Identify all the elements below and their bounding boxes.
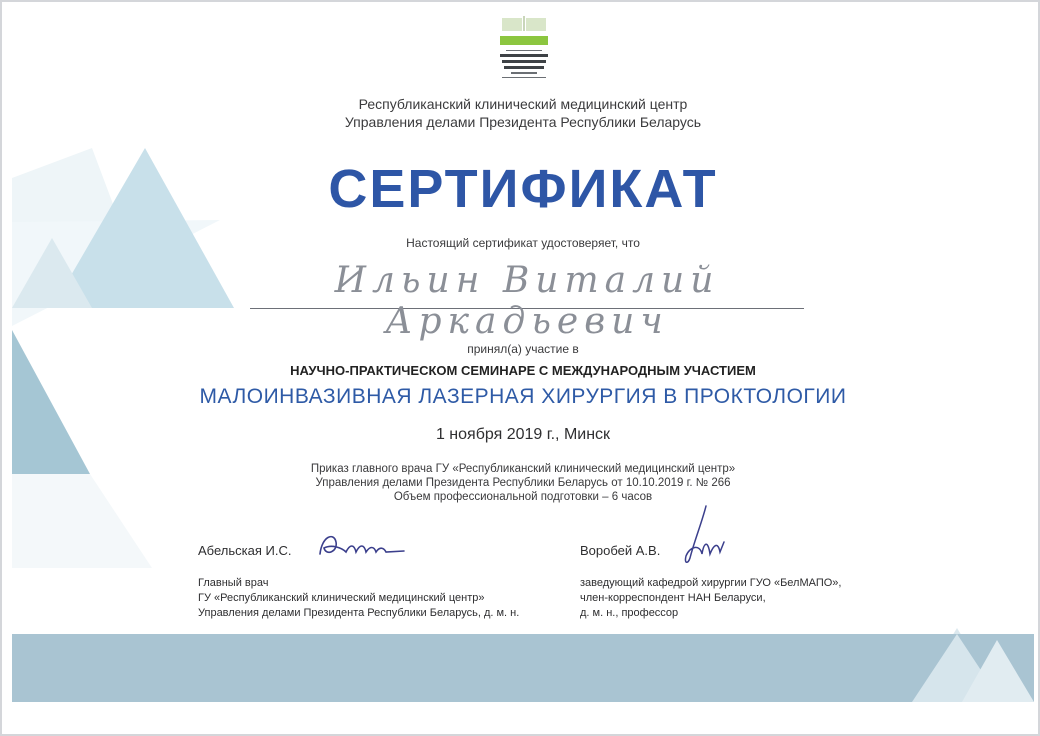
org-logo — [498, 12, 550, 88]
logo-green-bar — [500, 36, 548, 45]
order-line-2: Управления делами Президента Республики Беларусь от 10.10.2019 г. № 266 — [315, 477, 731, 489]
logo-text-lines — [500, 50, 548, 88]
bottom-band — [12, 634, 1034, 702]
organization-line-1: Республиканский клинический медицинский центр — [358, 96, 688, 112]
event-topic: МАЛОИНВАЗИВНАЯ ЛАЗЕРНАЯ ХИРУРГИЯ В ПРОКТОЛОГИИ — [199, 385, 847, 408]
signatory-left-position-3: Управления делами Президента Республики Беларусь, д. м. н. — [198, 607, 520, 619]
signatory-right-position-1: заведующий кафедрой хирургии ГУО «БелМАПО», — [580, 577, 842, 589]
certificate-title: СЕРТИФИКАТ — [328, 159, 718, 219]
event-date: 1 ноября 2019 г., Минск — [435, 426, 611, 443]
event-type: НАУЧНО-ПРАКТИЧЕСКОМ СЕМИНАРЕ С МЕЖДУНАРОДНЫМ УЧАСТИЕМ — [290, 363, 756, 378]
organization-line-2: Управления делами Президента Республики Беларусь — [344, 114, 702, 130]
recipient-name: Ильин Виталий Аркадьевич — [250, 260, 804, 309]
participated-text: принял(а) участие в — [467, 342, 579, 356]
signatory-left-position-1: Главный врач — [198, 577, 269, 589]
signatory-left-position-2: ГУ «Республиканский клинический медицинский центр» — [198, 592, 485, 604]
books-icon — [500, 14, 548, 32]
certifies-text: Настоящий сертификат удостоверяет, что — [406, 236, 640, 250]
signatory-right-position-2: член-корреспондент НАН Беларуси, — [580, 592, 766, 604]
signature-right-image — [680, 502, 740, 568]
signatory-left-name: Абельская И.С. — [198, 543, 292, 558]
certificate-sheet — [12, 8, 1034, 702]
order-line-1: Приказ главного врача ГУ «Республиканский клинический медицинский центр» — [310, 463, 736, 475]
order-line-3: Объем профессиональной подготовки – 6 часов — [393, 491, 653, 503]
signature-left-image — [312, 526, 408, 562]
signatory-right-position-3: д. м. н., профессор — [580, 607, 679, 619]
signatory-right-name: Воробей А.В. — [580, 543, 661, 558]
